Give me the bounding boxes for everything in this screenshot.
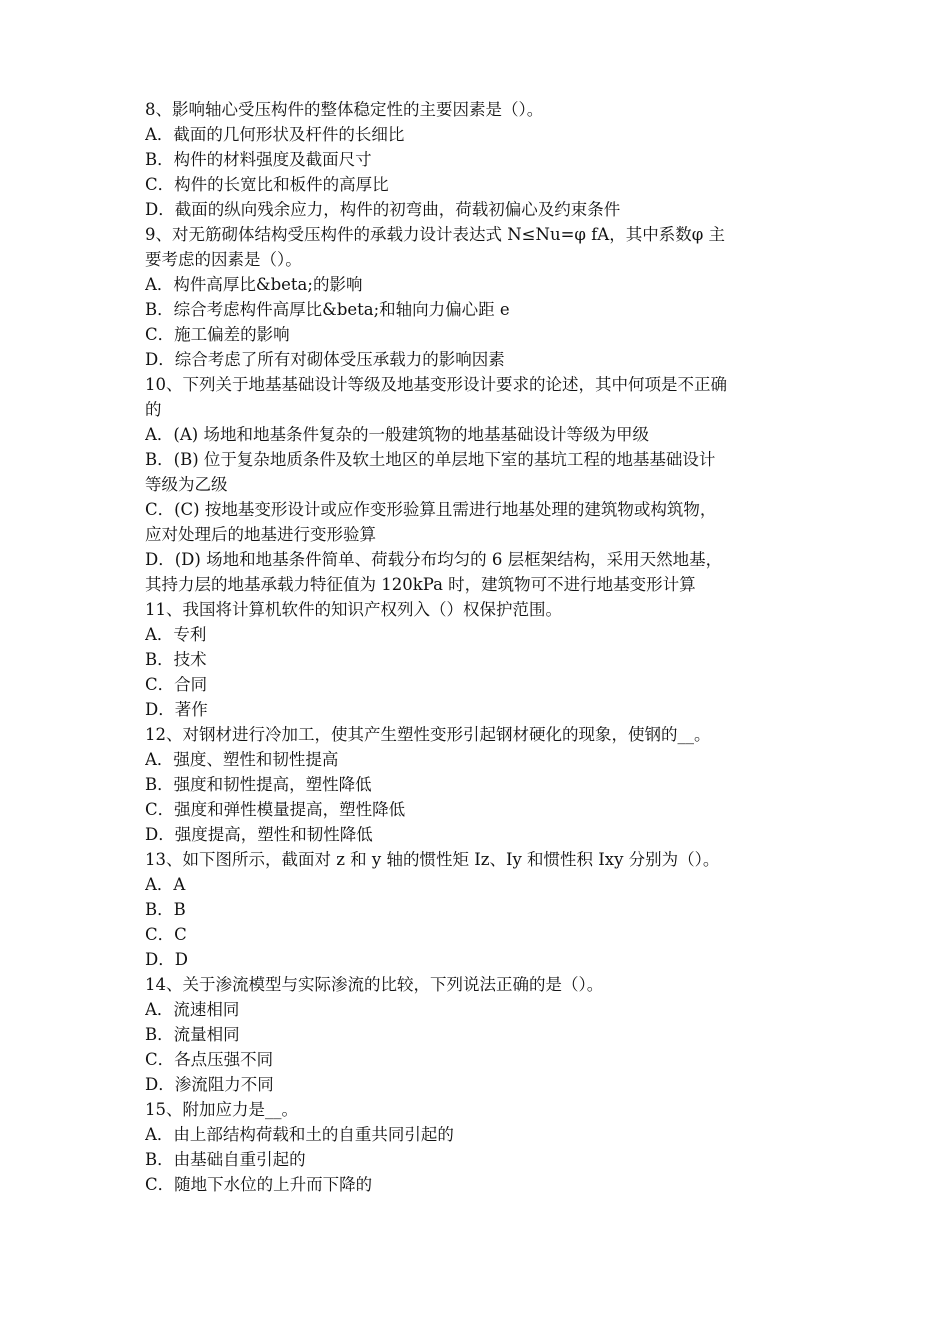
question-11-stem: 11、我国将计算机软件的知识产权列入（）权保护范围。 — [145, 600, 562, 619]
question-9-option-a: A．构件高厚比&beta;的影响 — [145, 275, 363, 294]
question-10-option-c: C．(C) 按地基变形设计或应作变形验算且需进行地基处理的建筑物或构筑物， — [145, 500, 717, 519]
question-13-option-b: B．B — [145, 900, 186, 919]
question-10-option-b: B．(B) 位于复杂地质条件及软土地区的单层地下室的基坑工程的地基基础设计 — [145, 450, 716, 469]
question-9-option-c: C．施工偏差的影响 — [145, 325, 290, 344]
question-15-stem: 15、附加应力是__。 — [145, 1100, 298, 1119]
question-9-option-b: B．综合考虑构件高厚比&beta;和轴向力偏心距 e — [145, 300, 510, 319]
question-15-option-b: B．由基础自重引起的 — [145, 1150, 306, 1169]
document-body — [145, 97, 810, 1197]
question-12-stem: 12、对钢材进行冷加工，使其产生塑性变形引起钢材硬化的现象，使钢的__。 — [145, 725, 711, 744]
question-8-option-c: C．构件的长宽比和板件的高厚比 — [145, 175, 389, 194]
question-13-option-d: D．D — [145, 950, 188, 969]
question-14-option-c: C．各点压强不同 — [145, 1050, 274, 1069]
question-12-option-a: A．强度、塑性和韧性提高 — [145, 750, 339, 769]
question-11-option-a: A．专利 — [145, 625, 207, 644]
question-10-option-d-cont: 其持力层的地基承载力特征值为 120kPa 时，建筑物可不进行地基变形计算 — [145, 575, 696, 594]
question-10-option-c-cont: 应对处理后的地基进行变形验算 — [145, 525, 376, 544]
question-8-option-d: D．截面的纵向残余应力，构件的初弯曲，荷载初偏心及约束条件 — [145, 200, 621, 219]
question-12-option-b: B．强度和韧性提高，塑性降低 — [145, 775, 372, 794]
question-8-option-b: B．构件的材料强度及截面尺寸 — [145, 150, 372, 169]
question-13-option-c: C．C — [145, 925, 187, 944]
question-13-stem: 13、如下图所示，截面对 z 和 y 轴的惯性矩 Iz、Iy 和惯性积 Ixy 分别为（）。 — [145, 850, 720, 869]
question-10-stem: 10、下列关于地基基础设计等级及地基变形设计要求的论述，其中何项是不正确 — [145, 375, 727, 394]
question-13-option-a: A．A — [145, 875, 186, 894]
question-8-option-a: A．截面的几何形状及杆件的长细比 — [145, 125, 405, 144]
question-11-option-d: D．著作 — [145, 700, 208, 719]
question-10-option-a: A．(A) 场地和地基条件复杂的一般建筑物的地基基础设计等级为甲级 — [145, 425, 649, 444]
question-14-option-d: D．渗流阻力不同 — [145, 1075, 274, 1094]
question-14-stem: 14、关于渗流模型与实际渗流的比较，下列说法正确的是（）。 — [145, 975, 604, 994]
question-12-option-d: D．强度提高，塑性和韧性降低 — [145, 825, 373, 844]
question-14-option-b: B．流量相同 — [145, 1025, 240, 1044]
question-15-option-a: A．由上部结构荷载和土的自重共同引起的 — [145, 1125, 454, 1144]
question-10-option-d: D．(D) 场地和地基条件简单、荷载分布均匀的 6 层框架结构，采用天然地基， — [145, 550, 723, 569]
question-9-option-d: D．综合考虑了所有对砌体受压承载力的影响因素 — [145, 350, 505, 369]
question-12-option-c: C．强度和弹性模量提高，塑性降低 — [145, 800, 406, 819]
question-9-stem: 9、对无筋砌体结构受压构件的承载力设计表达式 N≤Nu=φ fA，其中系数φ 主 — [145, 225, 726, 244]
question-9-stem-cont: 要考虑的因素是（）。 — [145, 250, 302, 269]
question-11-option-c: C．合同 — [145, 675, 208, 694]
question-10-stem-cont: 的 — [145, 400, 162, 419]
question-11-option-b: B．技术 — [145, 650, 207, 669]
question-15-option-c: C．随地下水位的上升而下降的 — [145, 1175, 373, 1194]
question-10-option-b-cont: 等级为乙级 — [145, 475, 228, 494]
question-8-stem: 8、影响轴心受压构件的整体稳定性的主要因素是（）。 — [145, 100, 544, 119]
question-14-option-a: A．流速相同 — [145, 1000, 240, 1019]
